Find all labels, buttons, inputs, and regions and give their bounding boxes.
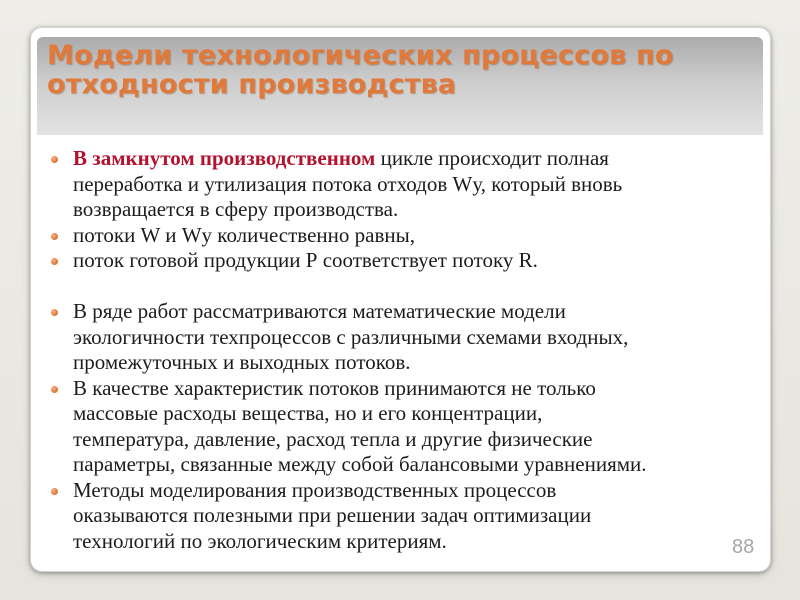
bullet-text-line: В ряде работ рассматриваются математические модели [73,299,566,323]
title-band [37,37,763,135]
bullet-text-line: оказываются полезными при решении задач оптимизации [73,503,592,527]
bullet-text-line: температура, давление, расход тепла и другие физические [73,426,593,451]
slide-title-line-2: отходности производства [47,69,457,100]
blank-line [50,274,740,300]
bullet-dot-icon [51,233,58,240]
bullet-text-line: потоки W и Wу количественно равны, [73,222,415,247]
bullet-text-line: промежуточных и выходных потоков. [73,350,411,374]
bullet-text-line: параметры, связанные между собой балансовыми уравнениями. [73,452,647,476]
bullet-text-line: цикле происходит полная [375,146,609,170]
bullet-list [50,146,740,554]
bullet-text-line: технологий по экологическим критериям. [73,528,447,553]
bullet-text-line: поток готовой продукции Р соответствует потоку R. [73,248,538,272]
bullet-dot-icon [51,386,58,393]
bullet-item-6 [50,478,740,555]
bullet-item-4 [50,299,740,376]
bullet-dot-icon [51,488,58,495]
bullet-item-2 [50,223,740,249]
bullet-text-line: переработка и утилизация потока отходов Wу, который вновь [73,171,623,196]
bullet-text-line: В качестве характеристик потоков принимаются не только [73,375,596,400]
bullet-text-line: Методы моделирования производственных процессов [73,477,557,502]
bullet-dot-icon [51,309,58,316]
bullet-text-line: массовые расходы вещества, но и его концентрации, [73,401,543,425]
bullet-text-line: экологичности техпроцессов с различными схемами входных, [73,324,629,349]
slide-title-line-1: Модели технологических процессов по [47,40,674,71]
bullet-item-1 [50,146,740,223]
bullet-dot-icon [51,156,58,163]
highlighted-phrase: В замкнутом производственном [73,146,376,170]
bullet-dot-icon [51,258,58,265]
bullet-text-line: возвращается в сферу производства. [73,197,399,221]
bullet-item-3 [50,248,740,274]
page-number: 88 [732,536,755,558]
slide-title [47,41,674,99]
bullet-item-5 [50,376,740,478]
